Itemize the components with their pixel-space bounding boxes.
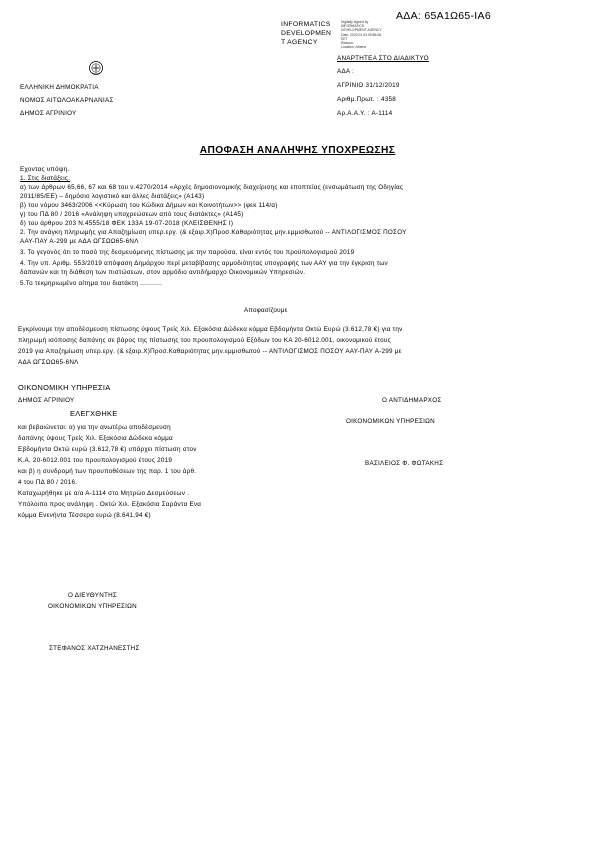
greek-emblem-icon (88, 60, 104, 76)
doc-date: ΑΓΡΙΝΙΟ 31/12/2019 (337, 82, 400, 89)
consideration-item: γ) του ΠΔ 80 / 2016 «Ανάληψη υποχρεώσεων από τους διατάκτες» (Α145) (20, 211, 244, 218)
issuer-municipality: ΔΗΜΟΣ ΑΓΡΙΝΙΟΥ (20, 110, 77, 117)
ada-code: ΑΔΑ: 65Α1Ω65-ΙΑ6 (396, 10, 491, 22)
director-title: Ο ΔΙΕΥΘΥΝΤΗΣ (68, 592, 118, 599)
stamp-line: Date: 2020.01.03 09:56:06 (341, 32, 382, 37)
stamp-line: Digitally signed by (341, 20, 369, 24)
stamp-line: Reason: (341, 41, 354, 46)
deputy-mayor-title: Ο ΑΝΤΙΔΗΜΑΡΧΟΣ (382, 397, 442, 404)
ida-label-line: INFORMATICS (281, 21, 331, 28)
ida-label-line: DEVELOPMEN (281, 29, 332, 37)
finance-line: κόμμα Ενενήντα Τέσσερα ευρώ (8.641,94 €) (18, 512, 151, 519)
decide-heading: Αποφασίζουμε (244, 307, 288, 314)
consideration-item: 4. Την υπ. Αριθμ. 553/2019 απόφαση Δημάρχου περί μεταβίβασης αρμοδιότητας υπογραφής των ΑΑΥ για την έγκριση των (20, 260, 388, 267)
stamp-line: EET (341, 36, 348, 41)
issuer-prefecture: ΝΟΜΟΣ ΑΙΤΩΛΟΑΚΑΡΝΑΝΙΑΣ (20, 97, 114, 104)
stamp-line: INFORMATICS (341, 24, 365, 29)
stamp-line: Location: Athens (341, 45, 367, 50)
deputy-mayor-service: ΟΙΚΟΝΟΜΙΚΩΝ ΥΠΗΡΕΣΙΩΝ (346, 418, 435, 425)
decision-line: πληρωμή ισόποσης δαπάνης σε βάρος της πίστωσης του προυπολογισμού Εξόδων του ΚΑ 20-6012.001, οικονομικού έτους (18, 337, 391, 344)
checked-label: ΕΛΕΓΧΘΗΚΕ (70, 409, 118, 418)
deputy-mayor-name: ΒΑΣΙΛΕΙΟΣ Φ. ΦΩΤΑΚΗΣ (365, 460, 444, 467)
online-notice: ΑΝΑΡΤΗΤΕΑ ΣΤΟ ΔΙΑΔΙΚΤΥΟ (337, 55, 429, 62)
consideration-item: 2011/85/ΕΕ) – δημόσιο λογιστικό και άλλες διατάξεις» (Α143) (20, 193, 205, 200)
finance-line: Κ.Α. 20-6012.001 του προυπολογισμού έτους 2019 (18, 457, 173, 464)
finance-line: και βεβαιώνεται: α) για την ανωτέρω αποδέσμευση (18, 424, 171, 431)
document-title (0, 145, 595, 156)
finance-line: Καταχωρήθηκε με α/α Α-1114 στο Μητρώο Δεσμεύσεων . (18, 490, 190, 497)
ida-label (281, 21, 341, 47)
consideration-item: α) των άρθρων 65,66, 67 και 68 του ν.4270/2014 «Αρχές δημοσιονομικής διαχείρισης και εποπτείας (ενσωμάτωση της Οδηγίας (20, 184, 404, 191)
consideration-item: δ) του άρθρου 203 Ν.4555/18 ΦΕΚ 133Α 19-07-2018 (ΚΛΕΙΣΘΕΝΗΣ Ι) (20, 220, 234, 227)
consideration-item: β) του νόμου 3463/2006 <<Κύρωση του Κώδικα Δήμων και Κοινοτήτων>> (φεκ 114/α) (20, 202, 278, 209)
consideration-item: 5.Το τεκμηριωμένο αίτημα του διατάκτη ........... (20, 280, 163, 287)
director-service: ΟΙΚΟΝΟΜΙΚΩΝ ΥΠΗΡΕΣΙΩΝ (48, 603, 137, 610)
decision-line: ΑΔΑ ΩΓΣΩΩ65-6ΝΛ (18, 359, 79, 366)
consideration-item: δαπανών και τη διάθεση των πιστώσεων, στον αρμόδιο αντιδήμαρχο Οικονομικών Υπηρεσιών. (20, 269, 306, 276)
decision-line: Εγκρίνουμε την αποδέσμευση πίστωσης ύψους Τρείς Χιλ. Εξακόσια Δώδεκα κόμμα Εβδομήντα Οκτώ Ευρώ (3.612,78 €) για την (18, 326, 403, 333)
document-title-text: ΑΠΟΦΑΣΗ ΑΝΑΛΗΨΗΣ ΥΠΟΧΡΕΩΣΗΣ (199, 145, 396, 156)
digital-signature-stamp (341, 20, 396, 49)
aay-number: Αρ.Α.Α.Υ. : Α-1114 (337, 110, 393, 117)
consideration-item: ΑΑΥ-ΠΑΥ Α-299 με ΑΔΑ ΩΓΣΩΩ65-6ΝΛ (20, 238, 139, 245)
finance-line: Εβδομήντα Οκτώ ευρώ (3.612,78 €) υπάρχει πίστωση στον (18, 446, 197, 453)
finance-line: δαπάνης ύψους Τρείς Χιλ. Εξακόσια Δώδεκα κόμμα (18, 435, 173, 442)
consideration-item: 1. Στις διατάξεις. (20, 175, 71, 182)
finance-service-title: ΟΙΚΟΝΟΜΙΚΗ ΥΠΗΡΕΣΙΑ (18, 383, 111, 392)
finance-line: 4 του ΠΔ 80 / 2016. (18, 479, 78, 486)
considerations-intro: Εχοντας υπόψη. (20, 166, 70, 173)
issuer-state: ΕΛΛΗΝΙΚΗ ΔΗΜΟΚΡΑΤΙΑ (20, 84, 99, 91)
finance-line: Υπόλοιπο προς ανάληψη . Οκτώ Χιλ. Εξακόσια Σαράντα Ενα (18, 501, 202, 508)
ada-blank: ΑΔΑ : (337, 68, 355, 75)
finance-line: και β) η συνδρομή των προυποθέσεων της παρ. 1 του άρθ. (18, 468, 197, 475)
decision-line: 2019 για Απαζημίωση υπερ.εργ. (& εξαιρ.Χ)Προσ.Καθαριότητας μην.εμμισθωτού -- ΑΝΤΙΛΟΓΙΣΜΟΣ ΠΟΣΟΥ ΑΑΥ-ΠΑΥ Α-299 με (18, 348, 402, 355)
protocol-number: Αριθμ.Πρωτ. : 4358 (337, 96, 397, 103)
finance-municipality: ΔΗΜΟΣ ΑΓΡΙΝΙΟΥ (18, 397, 75, 404)
ida-label-line: T AGENCY (281, 38, 318, 46)
director-name: ΣΤΕΦΑΝΟΣ ΧΑΤΖΗΑΝΕΣΤΗΣ (49, 645, 140, 652)
stamp-line: DEVELOPMENT AGENCY (341, 28, 382, 33)
consideration-item: 2. Την ανάγκη πληρωμής για Απαζημίωση υπερ.εργ. (& εξαιρ.Χ)Προσ.Καθαριότητας μην.εμμισθωτού -- ΑΝΤΙΛΟΓΙΣΜΟΣ ΠΟΣΟΥ (20, 229, 407, 236)
consideration-item: 3. Το γεγονός ότι το ποσό της δεσμευόμενης πίστωσης με την παρούσα, είναι εντός του προϋπολογισμού 2019 (20, 249, 355, 256)
